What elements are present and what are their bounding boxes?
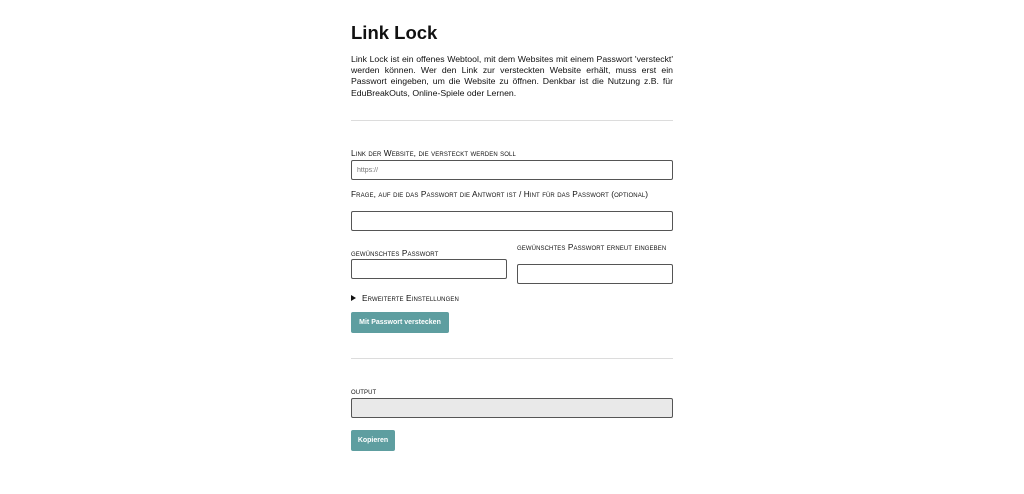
hint-input[interactable] bbox=[351, 211, 673, 231]
page-title: Link Lock bbox=[351, 22, 438, 43]
hint-label: Frage, auf die das Passwort die Antwort ist / Hint für das Passwort (optional) bbox=[351, 189, 649, 199]
divider-bottom bbox=[351, 358, 673, 359]
hide-with-password-button[interactable]: Mit Passwort verstecken bbox=[351, 312, 449, 333]
advanced-settings-label: Erweiterte Einstellungen bbox=[362, 293, 459, 303]
divider-top bbox=[351, 120, 673, 121]
url-input[interactable] bbox=[351, 160, 673, 180]
triangle-right-icon bbox=[351, 295, 356, 301]
confirm-password-label: gewünschtes Passwort erneut eingeben bbox=[517, 242, 667, 252]
advanced-settings-toggle[interactable] bbox=[351, 293, 459, 303]
password-input[interactable] bbox=[351, 259, 507, 279]
confirm-password-input[interactable] bbox=[517, 264, 673, 284]
intro-text: Link Lock ist ein offenes Webtool, mit dem Websites mit einem Passwort 'versteckt' werden können. Wer den Link zur versteckten Website erhält, muss erst ein Passwort eingeben, um die Website zu öffnen. Denkbar ist die Nutzung z.B. für EduBreakOuts, Online-Spiele oder Lernen. bbox=[351, 54, 673, 98]
output-label: output bbox=[351, 386, 377, 396]
output-field[interactable] bbox=[351, 398, 673, 418]
password-label: gewünschtes Passwort bbox=[351, 248, 439, 258]
url-label: Link der Website, die versteckt werden soll bbox=[351, 148, 516, 158]
copy-button[interactable]: Kopieren bbox=[351, 430, 395, 451]
